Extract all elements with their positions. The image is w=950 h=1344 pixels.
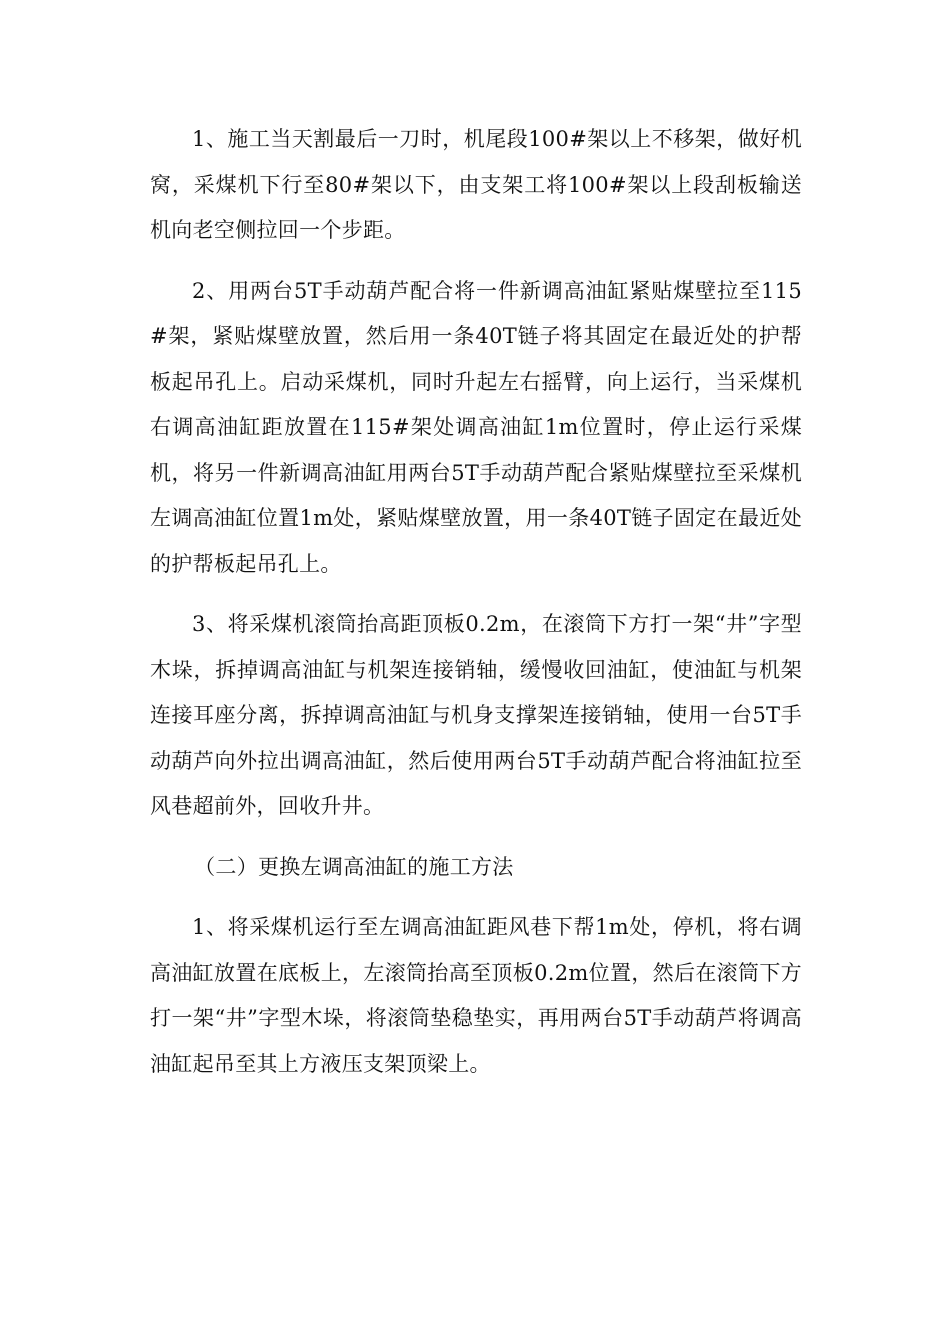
document-body	[150, 117, 802, 1102]
paragraph-step-1: 1、施工当天割最后一刀时，机尾段100#架以上不移架，做好机窝，采煤机下行至80#架以下，由支架工将100#架以上段刮板输送机向老空侧拉回一个步距。	[150, 127, 802, 242]
paragraph-step-2: 2、用两台5T手动葫芦配合将一件新调高油缸紧贴煤壁拉至115#架，紧贴煤壁放置，然后用一条40T链子将其固定在最近处的护帮板起吊孔上。启动采煤机，同时升起左右摇臂，向上运行，当采煤机右调高油缸距放置在115#架处调高油缸1m位置时，停止运行采煤机，将另一件新调高油缸用两台5T手动葫芦配合紧贴煤壁拉至采煤机左调高油缸位置1m处，紧贴煤壁放置，用一条40T链子固定在最近处的护帮板起吊孔上。	[150, 278, 802, 576]
paragraph-step-3: 3、将采煤机滚筒抬高距顶板0.2m，在滚筒下方打一架“井”字型木垛，拆掉调高油缸与机架连接销轴，缓慢收回油缸，使油缸与机架连接耳座分离，拆掉调高油缸与机身支撑架连接销轴，使用一台5T手动葫芦向外拉出调高油缸，然后使用两台5T手动葫芦配合将油缸拉至风巷超前外，回收升井。	[150, 612, 802, 818]
paragraph-left-step-1: 1、将采煤机运行至左调高油缸距风巷下帮1m处，停机，将右调高油缸放置在底板上，左滚筒抬高至顶板0.2m位置，然后在滚筒下方打一架“井”字型木垛，将滚筒垫稳垫实，再用两台5T手动葫芦将调高油缸起吊至其上方液压支架顶梁上。	[150, 915, 802, 1076]
section-heading-left-cylinder: （二）更换左调高油缸的施工方法	[194, 854, 514, 879]
